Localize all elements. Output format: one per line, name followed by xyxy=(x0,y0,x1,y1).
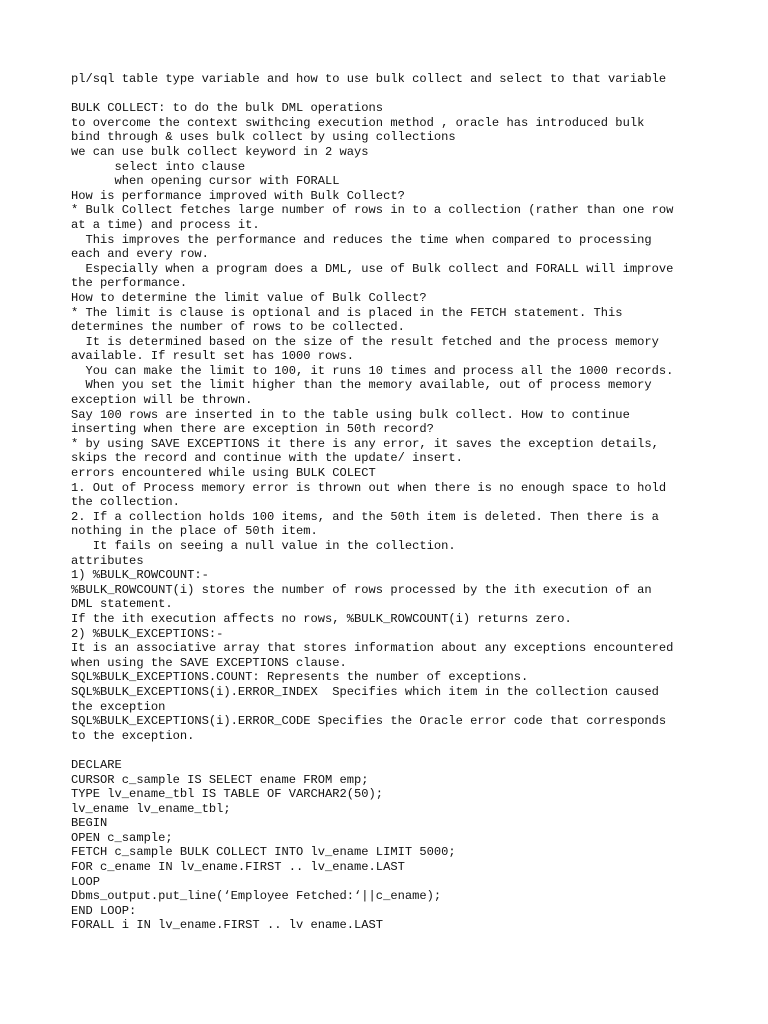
text-line: END LOOP: xyxy=(71,903,137,918)
text-line: CURSOR c_sample IS SELECT ename FROM emp; xyxy=(71,772,369,787)
text-line: BULK COLLECT: to do the bulk DML operations xyxy=(71,101,384,116)
text-line: the exception xyxy=(71,699,166,714)
text-line: to the exception. xyxy=(71,728,195,743)
text-line: LOOP xyxy=(71,874,101,889)
text-line: skips the record and continue with the update/ insert. xyxy=(71,451,463,466)
text-line: select into clause xyxy=(71,159,246,174)
text-line: When you set the limit higher than the memory available, out of process memory xyxy=(71,378,652,393)
text-line: SQL%BULK_EXCEPTIONS(i).ERROR_CODE Specifies the Oracle error code that corresponds xyxy=(71,714,667,729)
text-line: when using the SAVE EXCEPTIONS clause. xyxy=(71,655,347,670)
text-line: DECLARE xyxy=(71,757,122,772)
text-line: * The limit is clause is optional and is placed in the FETCH statement. This xyxy=(71,305,623,320)
text-line: %BULK_ROWCOUNT(i) stores the number of rows processed by the ith execution of an xyxy=(71,582,652,597)
text-line: * by using SAVE EXCEPTIONS it there is any error, it saves the exception details, xyxy=(71,436,659,451)
text-line: * Bulk Collect fetches large number of rows in to a collection (rather than one row xyxy=(71,203,674,218)
text-line: pl/sql table type variable and how to use bulk collect and select to that variable xyxy=(71,72,667,86)
text-line: How to determine the limit value of Bulk Collect? xyxy=(71,290,427,305)
text-line: to overcome the context swithcing execution method , oracle has introduced bulk xyxy=(71,115,645,130)
text-line: TYPE lv_ename_tbl IS TABLE OF VARCHAR2(50); xyxy=(71,787,384,802)
text-line: we can use bulk collect keyword in 2 ways xyxy=(71,144,369,159)
text-line: determines the number of rows to be collected. xyxy=(71,320,405,335)
text-line: Say 100 rows are inserted in to the table using bulk collect. How to continue xyxy=(71,407,630,422)
text-line: SQL%BULK_EXCEPTIONS.COUNT: Represents the number of exceptions. xyxy=(71,670,529,685)
text-line: BEGIN xyxy=(71,816,108,831)
text-line: It is determined based on the size of the result fetched and the process memory xyxy=(71,334,659,349)
text-line: It is an associative array that stores information about any exceptions encountered xyxy=(71,641,674,656)
text-line: when opening cursor with FORALL xyxy=(71,174,340,189)
text-line: Especially when a program does a DML, use of Bulk collect and FORALL will improve xyxy=(71,261,674,276)
text-line: lv_ename lv_ename_tbl; xyxy=(71,801,231,816)
text-line: bind through & uses bulk collect by using collections xyxy=(71,130,456,145)
text-line: FOR c_ename IN lv_ename.FIRST .. lv_ename.LAST xyxy=(71,860,405,875)
text-line: SQL%BULK_EXCEPTIONS(i).ERROR_INDEX Specifies which item in the collection caused xyxy=(71,684,659,699)
text-line: the performance. xyxy=(71,276,188,291)
text-line: 2. If a collection holds 100 items, and the 50th item is deleted. Then there is a xyxy=(71,509,659,524)
text-line: at a time) and process it. xyxy=(71,217,260,232)
text-line: DML statement. xyxy=(71,597,173,612)
text-line: FETCH c_sample BULK COLLECT INTO lv_ename LIMIT 5000; xyxy=(71,845,456,860)
text-line: attributes xyxy=(71,553,144,568)
text-line: each and every row. xyxy=(71,247,209,262)
text-line: available. If result set has 1000 rows. xyxy=(71,349,355,364)
text-line: This improves the performance and reduces the time when compared to processing xyxy=(71,232,652,247)
text-line: FORALL i IN lv_ename.FIRST .. lv ename.LAST xyxy=(71,918,384,933)
text-line: It fails on seeing a null value in the collection. xyxy=(71,539,456,553)
text-line: exception will be thrown. xyxy=(71,393,253,408)
text-line xyxy=(71,743,711,758)
text-line: 1. Out of Process memory error is thrown out when there is no enough space to hold xyxy=(71,480,667,495)
text-line: You can make the limit to 100, it runs 10 times and process all the 1000 records. xyxy=(71,363,674,378)
text-line: errors encountered while using BULK COLECT xyxy=(71,466,376,481)
text-line: OPEN c_sample; xyxy=(71,830,173,845)
text-line: Dbms_output.put_line(‘Employee Fetched:‘||c_ename); xyxy=(71,889,442,904)
text-line: 1) %BULK_ROWCOUNT:- xyxy=(71,568,209,583)
text-line: nothing in the place of 50th item. xyxy=(71,524,318,539)
text-line: If the ith execution affects no rows, %BULK_ROWCOUNT(i) returns zero. xyxy=(71,611,572,626)
text-line: inserting when there are exception in 50th record? xyxy=(71,422,434,437)
text-line xyxy=(71,87,711,102)
text-line: the collection. xyxy=(71,495,180,510)
document-text-body xyxy=(71,72,711,933)
text-line: 2) %BULK_EXCEPTIONS:- xyxy=(71,626,224,641)
text-line: How is performance improved with Bulk Collect? xyxy=(71,188,405,203)
